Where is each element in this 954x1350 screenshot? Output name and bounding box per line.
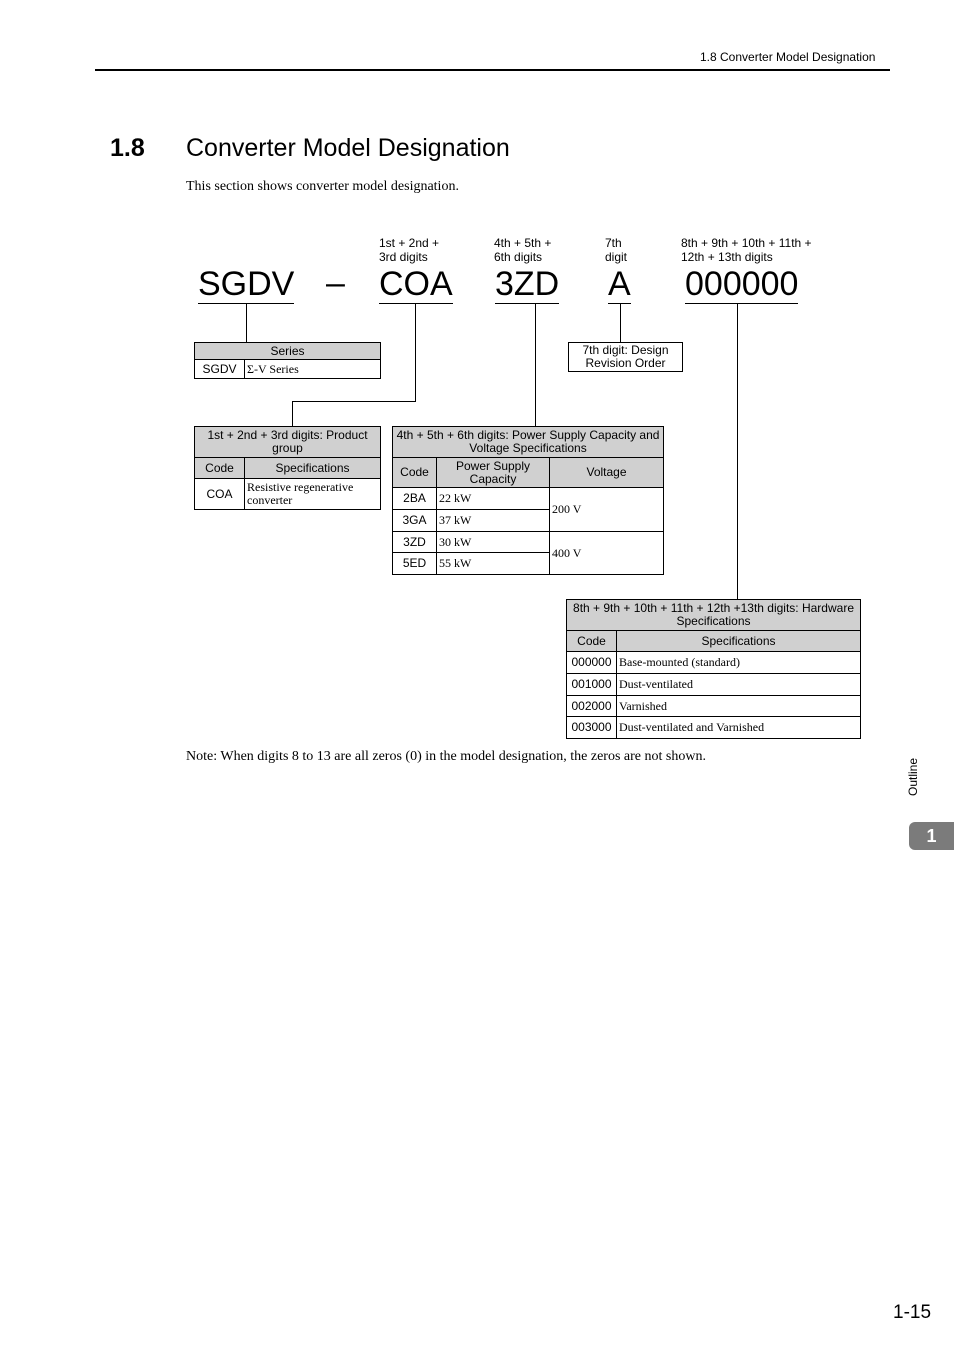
- table-row: [567, 674, 861, 696]
- hardware-spec: Dust-ventilated: [617, 674, 861, 696]
- hardware-code: 003000: [567, 717, 617, 739]
- table-row: [567, 696, 861, 717]
- hardware-connector: [737, 303, 738, 599]
- hardware-code: 002000: [567, 696, 617, 717]
- power-voltage: 400 V: [550, 532, 664, 575]
- section-number: 1.8: [110, 134, 145, 162]
- power-digits-label: 4th + 5th + 6th digits: [494, 236, 552, 264]
- product-group-digits-label: 1st + 2nd + 3rd digits: [379, 236, 440, 264]
- col-header-spec: Specifications: [245, 458, 381, 479]
- section-intro: This section shows converter model designation.: [186, 179, 459, 194]
- hardware-spec: Dust-ventilated and Varnished: [617, 717, 861, 739]
- table-row: [393, 532, 664, 553]
- revision-box: 7th digit: Design Revision Order: [568, 342, 683, 372]
- power-table: [392, 426, 664, 575]
- hardware-spec: Base-mounted (standard): [617, 652, 861, 674]
- model-power-code: 3ZD: [495, 265, 560, 303]
- hardware-spec: Varnished: [617, 696, 861, 717]
- model-product-group: COA: [379, 265, 453, 303]
- col-header-code: Code: [393, 458, 437, 488]
- col-header-code: Code: [567, 631, 617, 652]
- col-header-capacity: Power Supply Capacity: [437, 458, 550, 488]
- series-connector: [246, 303, 247, 342]
- running-title: 1.8 Converter Model Designation: [700, 50, 876, 64]
- revision-digit-label: 7th digit: [605, 236, 628, 264]
- hardware-code: 001000: [567, 674, 617, 696]
- page-number: 1-15: [893, 1302, 932, 1323]
- hardware-table: [566, 599, 861, 739]
- product-group-connector: [415, 303, 416, 401]
- power-code: 5ED: [393, 553, 437, 575]
- revision-connector: [620, 303, 621, 342]
- power-table-title: 4th + 5th + 6th digits: Power Supply Capacity and Voltage Specifications: [393, 427, 664, 458]
- product-spec: Resistive regenerative converter: [245, 479, 381, 510]
- series-table-title: Series: [195, 343, 381, 360]
- series-table: [194, 342, 381, 379]
- header-rule: [95, 69, 890, 71]
- model-series: SGDV: [198, 265, 295, 303]
- chapter-tab: 1: [909, 822, 954, 850]
- product-group-table: [194, 426, 381, 510]
- table-row: [195, 360, 381, 379]
- table-row: [567, 652, 861, 674]
- product-group-table-title: 1st + 2nd + 3rd digits: Product group: [195, 427, 381, 458]
- hardware-digits-label: 8th + 9th + 10th + 11th + 12th + 13th digits: [681, 236, 812, 264]
- hardware-table-title: 8th + 9th + 10th + 11th + 12th +13th digits: Hardware Specifications: [567, 600, 861, 631]
- power-capacity: 22 kW: [437, 488, 550, 510]
- col-header-code: Code: [195, 458, 245, 479]
- col-header-voltage: Voltage: [550, 458, 664, 488]
- model-hardware: 000000: [685, 265, 799, 303]
- product-group-connector-h: [292, 401, 416, 402]
- product-group-connector-drop: [292, 401, 293, 427]
- col-header-spec: Specifications: [617, 631, 861, 652]
- power-capacity: 55 kW: [437, 553, 550, 575]
- table-row: [195, 479, 381, 510]
- table-row: [393, 488, 664, 510]
- product-code: COA: [195, 479, 245, 510]
- series-spec: Σ-V Series: [245, 360, 381, 379]
- section-title: Converter Model Designation: [186, 134, 510, 162]
- power-code: 3GA: [393, 510, 437, 532]
- chapter-label: Outline: [906, 757, 920, 796]
- model-note: Note: When digits 8 to 13 are all zeros (0) in the model designation, the zeros are not shown.: [186, 749, 706, 764]
- power-capacity: 37 kW: [437, 510, 550, 532]
- model-revision: A: [608, 265, 631, 303]
- table-row: [567, 717, 861, 739]
- power-code: 3ZD: [393, 532, 437, 553]
- series-code: SGDV: [195, 360, 245, 379]
- power-code: 2BA: [393, 488, 437, 510]
- hardware-code: 000000: [567, 652, 617, 674]
- power-voltage: 200 V: [550, 488, 664, 532]
- power-capacity: 30 kW: [437, 532, 550, 553]
- model-dash: –: [326, 264, 345, 302]
- power-connector: [535, 303, 536, 426]
